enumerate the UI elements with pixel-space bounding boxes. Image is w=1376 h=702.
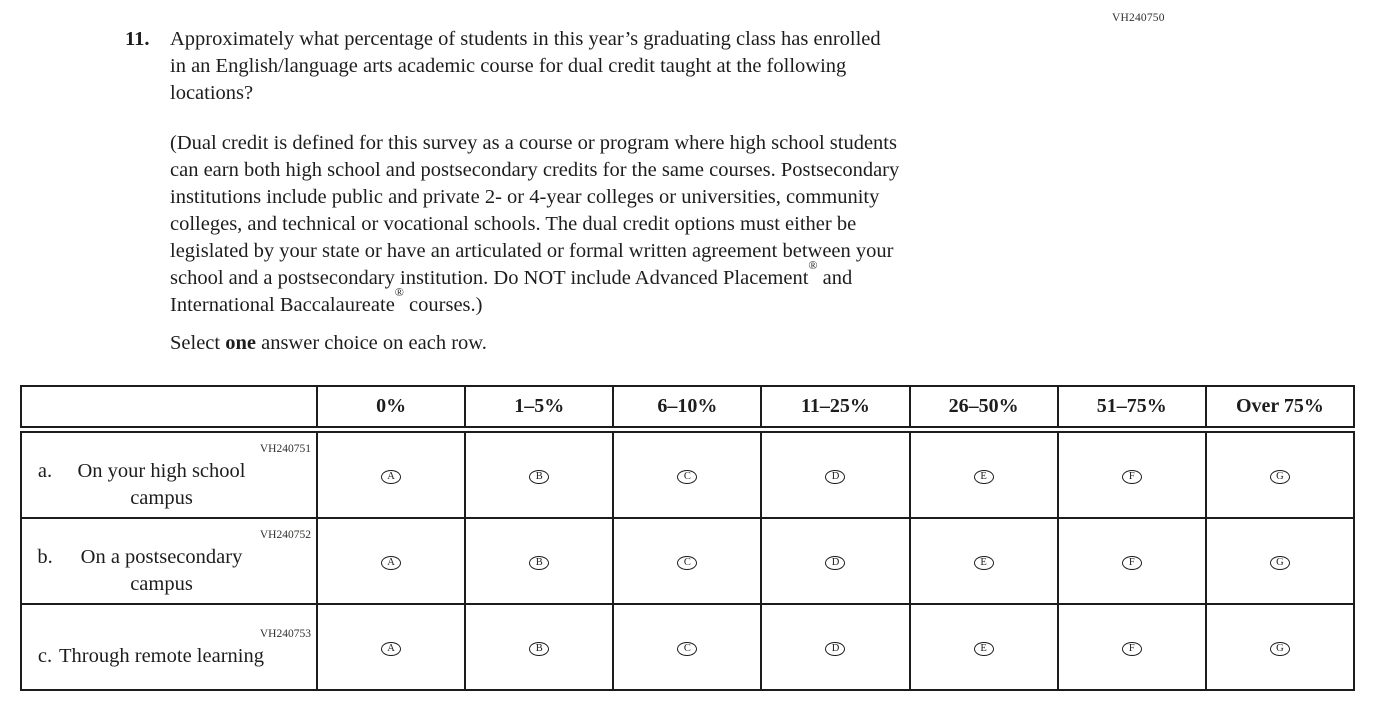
answer-bubble[interactable]: B [529, 556, 549, 570]
table-corner-cell [21, 386, 317, 430]
definition-text-segment: and [817, 267, 853, 289]
column-header: 11–25% [761, 386, 909, 430]
dual-credit-definition [170, 130, 899, 319]
answer-bubble[interactable]: E [974, 642, 994, 656]
question-text-line: Approximately what percentage of students in this year’s graduating class has enrolled [170, 28, 881, 50]
answer-cell [465, 518, 613, 604]
answer-cell [317, 430, 465, 519]
answer-bubble[interactable]: A [381, 470, 401, 484]
answer-bubble[interactable]: D [825, 470, 845, 484]
answer-bubble[interactable]: A [381, 556, 401, 570]
table-row [21, 604, 1354, 690]
answer-bubble[interactable]: G [1270, 556, 1290, 570]
definition-text-line: can earn both high school and postsecondary credits for the same courses. Postsecondary [170, 159, 900, 181]
row-label [22, 643, 316, 670]
answer-cell [761, 604, 909, 690]
answer-bubble[interactable]: D [825, 556, 845, 570]
question-text-line: in an English/language arts academic course for dual credit taught at the following [170, 55, 847, 77]
answer-cell [465, 430, 613, 519]
question-text-line: locations? [170, 82, 254, 104]
row-code: VH240753 [259, 628, 311, 640]
column-header: Over 75% [1206, 386, 1354, 430]
column-header: 26–50% [910, 386, 1058, 430]
answer-bubble[interactable]: C [677, 556, 697, 570]
row-letter: a. [37, 459, 53, 482]
row-label-cell [21, 430, 317, 519]
row-letter: c. [37, 645, 53, 667]
column-header: 6–10% [613, 386, 761, 430]
answer-bubble[interactable]: E [974, 556, 994, 570]
question-number: 11. [125, 28, 150, 50]
definition-text-line: legislated by your state or have an articulated or formal written agreement between your [170, 240, 894, 262]
answer-cell [317, 604, 465, 690]
answer-cell [1058, 430, 1206, 519]
answer-bubble[interactable]: B [529, 642, 549, 656]
answer-cell [910, 430, 1058, 519]
header-row [21, 386, 1354, 430]
answer-bubble[interactable]: C [677, 470, 697, 484]
answer-cell [910, 604, 1058, 690]
row-letter: b. [37, 545, 53, 568]
answer-bubble[interactable]: F [1122, 556, 1142, 570]
definition-text-line [170, 285, 899, 319]
answer-bubble[interactable]: G [1270, 642, 1290, 656]
row-label-cell [21, 604, 317, 690]
definition-text-segment: school and a postsecondary institution. Do NOT include Advanced Placement [170, 267, 809, 289]
answer-cell [317, 518, 465, 604]
answer-bubble[interactable]: F [1122, 642, 1142, 656]
definition-text-segment: courses.) [403, 294, 483, 316]
row-label-text: On your high school campus [77, 459, 246, 509]
answer-cell [613, 604, 761, 690]
selection-instruction [170, 330, 487, 357]
answer-bubble[interactable]: E [974, 470, 994, 484]
question-text [170, 26, 881, 107]
answer-cell [1206, 604, 1354, 690]
table-row [21, 518, 1354, 604]
definition-text-line: (Dual credit is defined for this survey as a course or program where high school students [170, 132, 897, 154]
row-label-text: On a postsecondary campus [80, 545, 243, 595]
column-header: 51–75% [1058, 386, 1206, 430]
column-header: 0% [317, 386, 465, 430]
definition-text-line [170, 258, 899, 292]
instruction-text: Select [170, 332, 226, 354]
row-label [22, 458, 316, 512]
registered-trademark-symbol: ® [394, 285, 404, 300]
answer-bubble[interactable]: D [825, 642, 845, 656]
definition-text-segment: International Baccalaureate [170, 294, 395, 316]
form-code: VH240750 [1112, 12, 1165, 24]
column-header: 1–5% [465, 386, 613, 430]
answer-bubble[interactable]: B [529, 470, 549, 484]
answer-cell [613, 518, 761, 604]
registered-trademark-symbol: ® [808, 258, 818, 273]
answer-cell [1058, 518, 1206, 604]
answer-cell [465, 604, 613, 690]
row-code: VH240752 [259, 528, 311, 541]
definition-text-line: institutions include public and private 2- or 4-year colleges or universities, community [170, 186, 880, 208]
answer-cell [910, 518, 1058, 604]
answer-cell [613, 430, 761, 519]
answer-bubble[interactable]: G [1270, 470, 1290, 484]
answer-cell [761, 430, 909, 519]
row-label-cell [21, 518, 317, 604]
answer-cell [1206, 430, 1354, 519]
row-label-text: Through remote learning [59, 645, 264, 667]
definition-text-line: colleges, and technical or vocational schools. The dual credit options must either be [170, 213, 857, 235]
answer-cell [1206, 518, 1354, 604]
answer-cell [1058, 604, 1206, 690]
question-block [125, 26, 881, 107]
instruction-text: answer choice on each row. [255, 332, 487, 354]
answer-table [20, 385, 1355, 691]
row-code: VH240751 [259, 442, 311, 455]
answer-bubble[interactable]: A [381, 642, 401, 656]
answer-cell [761, 518, 909, 604]
answer-bubble[interactable]: F [1122, 470, 1142, 484]
row-label [22, 544, 316, 598]
answer-bubble[interactable]: C [677, 642, 697, 656]
instruction-bold-word: one [225, 332, 256, 354]
table-row [21, 430, 1354, 519]
